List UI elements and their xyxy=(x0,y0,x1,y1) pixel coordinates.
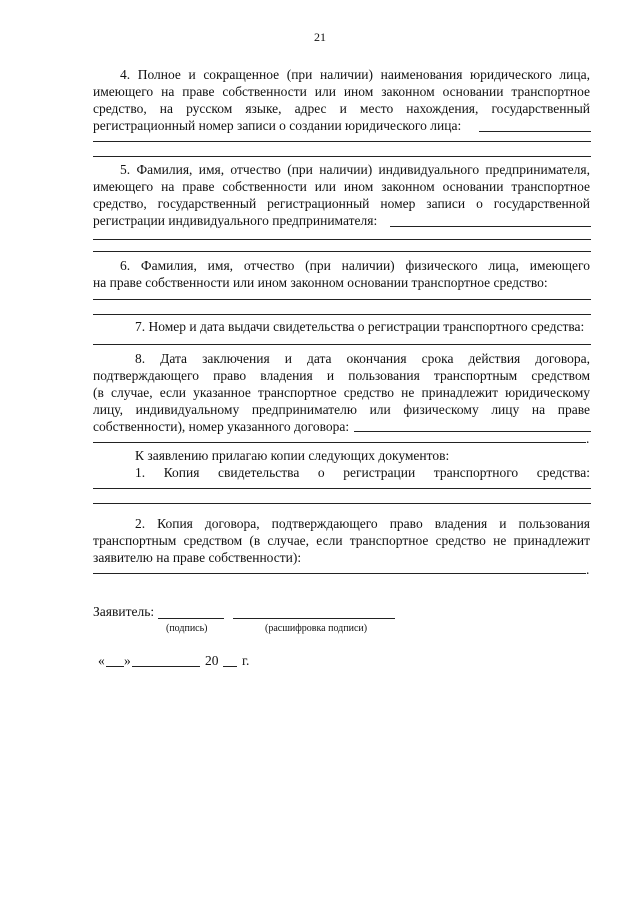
attachment-1-line: 1. Копия свидетельства о регистрации транспортного средства: xyxy=(135,465,590,480)
section-8-fill-inline[interactable] xyxy=(354,431,591,432)
attachments-intro: К заявлению прилагаю копии следующих документов: xyxy=(135,448,450,463)
section-4-line-2: имеющего на праве собственности или ином законном основании транспортное xyxy=(93,84,590,99)
attachment-2-end-dot: . xyxy=(586,562,590,577)
date-year-suffix: г. xyxy=(242,653,250,668)
attachment-2-line-3: заявителю на праве собственности): xyxy=(93,550,302,565)
section-5-fill-line-2[interactable] xyxy=(93,251,591,252)
section-4-line-1: 4. Полное и сокращенное (при наличии) наименования юридического лица, xyxy=(120,67,590,82)
section-5-fill-line-1[interactable] xyxy=(93,239,591,240)
section-5-line-2: имеющего на праве собственности или ином законном основании транспортное xyxy=(93,179,590,194)
section-8-line-1: 8. Дата заключения и дата окончания срока действия договора, xyxy=(135,351,590,366)
signature-decode-line[interactable] xyxy=(233,618,395,619)
section-4-line-3: средство, на русском языке, адрес и место нахождения, государственный xyxy=(93,101,590,116)
section-4-fill-line-2[interactable] xyxy=(93,156,591,157)
section-8-fill-line[interactable] xyxy=(93,442,586,443)
section-8-line-4: лицу, индивидуальному предпринимателю или физическому лицу на праве xyxy=(93,402,590,417)
section-6-fill-line-1[interactable] xyxy=(93,299,591,300)
attachment-2-line-1: 2. Копия договора, подтверждающего право владения и пользования xyxy=(135,516,590,531)
section-5-line-3: средство, государственный регистрационный номер записи о государственной xyxy=(93,196,590,211)
section-6-fill-line-2[interactable] xyxy=(93,314,591,315)
date-year-prefix: 20 xyxy=(205,653,219,668)
section-8-line-2: подтверждающего право владения и пользования транспортным средством xyxy=(93,368,590,383)
attachment-1-fill-line-1[interactable] xyxy=(93,488,591,489)
attachment-2-line-2: транспортным средством (в случае, если транспортное средство не принадлежит xyxy=(93,533,590,548)
section-5-line-1: 5. Фамилия, имя, отчество (при наличии) индивидуального предпринимателя, xyxy=(120,162,590,177)
attachment-2-fill-line[interactable] xyxy=(93,573,586,574)
date-close-quote: » xyxy=(124,653,131,668)
section-5-fill-inline[interactable] xyxy=(390,226,591,227)
section-4-fill-line-1[interactable] xyxy=(93,141,591,142)
section-6-line-2: на праве собственности или ином законном основании транспортное средство: xyxy=(93,275,548,290)
section-5-line-4: регистрации индивидуального предпринимателя: xyxy=(93,213,378,228)
signature-line[interactable] xyxy=(158,618,224,619)
section-4-line-4: регистрационный номер записи о создании юридического лица: xyxy=(93,118,462,133)
date-open-quote: « xyxy=(98,653,105,668)
signature-decode-caption: (расшифровка подписи) xyxy=(265,623,368,634)
section-4-fill-inline[interactable] xyxy=(479,131,591,132)
date-day-line[interactable] xyxy=(106,666,124,667)
section-7-line-1: 7. Номер и дата выдачи свидетельства о регистрации транспортного средства: xyxy=(135,319,585,334)
section-8-line-3: (в случае, если указанное транспортное средство не принадлежит юридическому xyxy=(93,385,590,400)
signature-caption: (подпись) xyxy=(166,623,208,634)
section-8-end-dot: . xyxy=(586,431,590,446)
section-6-line-1: 6. Фамилия, имя, отчество (при наличии) физического лица, имеющего xyxy=(120,258,590,273)
date-year-line[interactable] xyxy=(223,666,237,667)
section-8-line-5: собственности), номер указанного договора: xyxy=(93,419,350,434)
section-7-fill-line[interactable] xyxy=(93,344,591,345)
date-month-line[interactable] xyxy=(132,666,200,667)
attachment-1-fill-line-2[interactable] xyxy=(93,503,591,504)
page-number: 21 xyxy=(314,30,326,44)
applicant-label: Заявитель: xyxy=(93,604,155,619)
